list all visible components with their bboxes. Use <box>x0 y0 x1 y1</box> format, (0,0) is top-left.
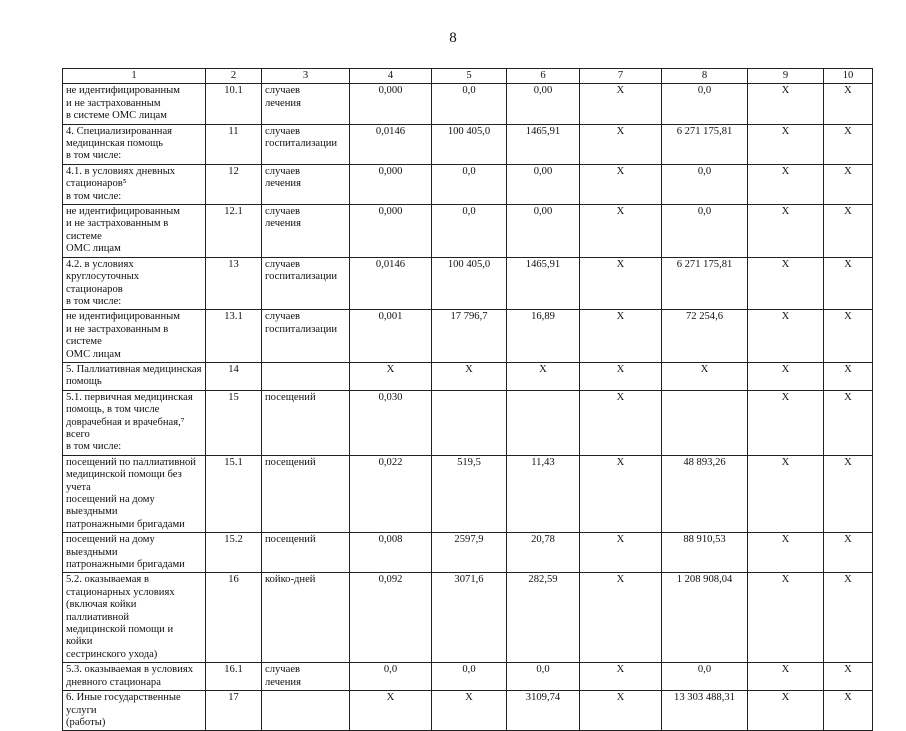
cell-col-10: Х <box>824 573 873 663</box>
cell-col-4: 0,0 <box>350 663 432 691</box>
cell-col-7: Х <box>580 124 662 164</box>
row-unit: случаев лечения <box>262 663 350 691</box>
cell-col-4: 0,001 <box>350 310 432 363</box>
row-code: 15 <box>206 390 262 455</box>
row-label: 5. Паллиативная медицинская помощь <box>63 362 206 390</box>
cell-col-7: Х <box>580 455 662 532</box>
row-code: 13.1 <box>206 310 262 363</box>
cell-col-6 <box>507 390 580 455</box>
column-header: 6 <box>507 69 580 84</box>
cell-col-6: 282,59 <box>507 573 580 663</box>
cell-col-10: Х <box>824 124 873 164</box>
cell-col-8: 6 271 175,81 <box>662 124 748 164</box>
row-unit: посещений <box>262 533 350 573</box>
cell-col-4: 0,030 <box>350 390 432 455</box>
cell-col-4: 0,0146 <box>350 257 432 310</box>
row-unit: случаев госпитализации <box>262 310 350 363</box>
column-header: 7 <box>580 69 662 84</box>
row-unit <box>262 691 350 731</box>
column-header: 5 <box>432 69 507 84</box>
column-header: 1 <box>63 69 206 84</box>
row-label: 4.2. в условиях круглосуточных стационаров в том числе: <box>63 257 206 310</box>
table-row <box>63 205 873 258</box>
row-code: 16 <box>206 573 262 663</box>
cell-col-10: Х <box>824 533 873 573</box>
row-unit: посещений <box>262 455 350 532</box>
cell-col-10: Х <box>824 390 873 455</box>
cell-col-7: Х <box>580 205 662 258</box>
cell-col-7: Х <box>580 257 662 310</box>
cell-col-7: Х <box>580 691 662 731</box>
cell-col-6: 0,00 <box>507 84 580 124</box>
data-table <box>62 68 873 731</box>
cell-col-10: Х <box>824 663 873 691</box>
cell-col-8: 1 208 908,04 <box>662 573 748 663</box>
column-header: 3 <box>262 69 350 84</box>
cell-col-4: 0,000 <box>350 205 432 258</box>
cell-col-8: 72 254,6 <box>662 310 748 363</box>
cell-col-10: Х <box>824 310 873 363</box>
cell-col-10: Х <box>824 691 873 731</box>
cell-col-4: 0,0146 <box>350 124 432 164</box>
cell-col-9: Х <box>748 124 824 164</box>
cell-col-9: Х <box>748 390 824 455</box>
row-label: посещений по паллиативной медицинской помощи без учета посещений на дому выездными патронажными бригадами <box>63 455 206 532</box>
cell-col-6: 3109,74 <box>507 691 580 731</box>
cell-col-5 <box>432 390 507 455</box>
column-header: 9 <box>748 69 824 84</box>
table-row <box>63 310 873 363</box>
cell-col-4: Х <box>350 362 432 390</box>
cell-col-9: Х <box>748 84 824 124</box>
cell-col-9: Х <box>748 310 824 363</box>
cell-col-7: Х <box>580 663 662 691</box>
row-unit: случаев госпитализации <box>262 124 350 164</box>
cell-col-8: 0,0 <box>662 84 748 124</box>
cell-col-7: Х <box>580 362 662 390</box>
cell-col-5: 17 796,7 <box>432 310 507 363</box>
table-row <box>63 573 873 663</box>
column-header: 2 <box>206 69 262 84</box>
row-label: не идентифицированным и не застрахованным в системе ОМС лицам <box>63 205 206 258</box>
cell-col-6: 0,00 <box>507 205 580 258</box>
cell-col-7: Х <box>580 573 662 663</box>
row-unit: случаев лечения <box>262 84 350 124</box>
cell-col-4: 0,008 <box>350 533 432 573</box>
cell-col-9: Х <box>748 691 824 731</box>
cell-col-10: Х <box>824 257 873 310</box>
cell-col-7: Х <box>580 84 662 124</box>
row-label: 5.2. оказываемая в стационарных условиях (включая койки паллиативной медицинской помощи и койки сестринского ухода) <box>63 573 206 663</box>
cell-col-5: Х <box>432 691 507 731</box>
cell-col-10: Х <box>824 84 873 124</box>
cell-col-5: 0,0 <box>432 84 507 124</box>
row-label: 5.1. первичная медицинская помощь, в том числе доврачебная и врачебная,⁷ всего в том числе: <box>63 390 206 455</box>
cell-col-5: 100 405,0 <box>432 257 507 310</box>
row-unit <box>262 362 350 390</box>
row-label: 4. Специализированная медицинская помощь в том числе: <box>63 124 206 164</box>
table-row <box>63 533 873 573</box>
table-row <box>63 691 873 731</box>
row-code: 10.1 <box>206 84 262 124</box>
cell-col-5: 3071,6 <box>432 573 507 663</box>
header-row <box>63 69 873 84</box>
cell-col-9: Х <box>748 205 824 258</box>
cell-col-5: Х <box>432 362 507 390</box>
row-unit: случаев госпитализации <box>262 257 350 310</box>
cell-col-8: Х <box>662 362 748 390</box>
cell-col-8: 6 271 175,81 <box>662 257 748 310</box>
cell-col-5: 2597,9 <box>432 533 507 573</box>
table-row <box>63 164 873 204</box>
cell-col-8 <box>662 390 748 455</box>
cell-col-4: 0,022 <box>350 455 432 532</box>
row-label: 4.1. в условиях дневных стационаров⁵ в том числе: <box>63 164 206 204</box>
row-code: 15.2 <box>206 533 262 573</box>
cell-col-7: Х <box>580 164 662 204</box>
cell-col-8: 0,0 <box>662 205 748 258</box>
column-header: 10 <box>824 69 873 84</box>
table-row <box>63 390 873 455</box>
cell-col-10: Х <box>824 205 873 258</box>
cell-col-5: 0,0 <box>432 164 507 204</box>
row-label: 6. Иные государственные услуги (работы) <box>63 691 206 731</box>
cell-col-5: 100 405,0 <box>432 124 507 164</box>
cell-col-8: 0,0 <box>662 663 748 691</box>
cell-col-8: 48 893,26 <box>662 455 748 532</box>
row-unit: случаев лечения <box>262 205 350 258</box>
cell-col-8: 13 303 488,31 <box>662 691 748 731</box>
row-code: 12.1 <box>206 205 262 258</box>
table-row <box>63 362 873 390</box>
row-code: 14 <box>206 362 262 390</box>
row-label: не идентифицированным и не застрахованным в системе ОМС лицам <box>63 310 206 363</box>
cell-col-5: 519,5 <box>432 455 507 532</box>
row-label: посещений на дому выездными патронажными бригадами <box>63 533 206 573</box>
column-header: 8 <box>662 69 748 84</box>
table-row <box>63 455 873 532</box>
table-row <box>63 124 873 164</box>
cell-col-4: Х <box>350 691 432 731</box>
cell-col-6: Х <box>507 362 580 390</box>
cell-col-9: Х <box>748 362 824 390</box>
row-code: 13 <box>206 257 262 310</box>
cell-col-6: 20,78 <box>507 533 580 573</box>
row-code: 16.1 <box>206 663 262 691</box>
cell-col-5: 0,0 <box>432 205 507 258</box>
cell-col-9: Х <box>748 663 824 691</box>
cell-col-6: 16,89 <box>507 310 580 363</box>
cell-col-7: Х <box>580 390 662 455</box>
cell-col-4: 0,092 <box>350 573 432 663</box>
cell-col-6: 0,0 <box>507 663 580 691</box>
row-label: не идентифицированным и не застрахованным в системе ОМС лицам <box>63 84 206 124</box>
row-code: 15.1 <box>206 455 262 532</box>
cell-col-9: Х <box>748 455 824 532</box>
cell-col-9: Х <box>748 257 824 310</box>
cell-col-10: Х <box>824 455 873 532</box>
table-row <box>63 257 873 310</box>
cell-col-10: Х <box>824 164 873 204</box>
cell-col-6: 1465,91 <box>507 124 580 164</box>
cell-col-4: 0,000 <box>350 84 432 124</box>
cell-col-9: Х <box>748 164 824 204</box>
cell-col-8: 88 910,53 <box>662 533 748 573</box>
cell-col-6: 1465,91 <box>507 257 580 310</box>
cell-col-4: 0,000 <box>350 164 432 204</box>
row-code: 17 <box>206 691 262 731</box>
cell-col-9: Х <box>748 533 824 573</box>
row-code: 11 <box>206 124 262 164</box>
row-unit: койко-дней <box>262 573 350 663</box>
cell-col-9: Х <box>748 573 824 663</box>
page-number: 8 <box>449 30 457 46</box>
row-unit: посещений <box>262 390 350 455</box>
cell-col-5: 0,0 <box>432 663 507 691</box>
cell-col-7: Х <box>580 533 662 573</box>
row-unit: случаев лечения <box>262 164 350 204</box>
column-header: 4 <box>350 69 432 84</box>
row-code: 12 <box>206 164 262 204</box>
cell-col-8: 0,0 <box>662 164 748 204</box>
cell-col-6: 0,00 <box>507 164 580 204</box>
cell-col-10: Х <box>824 362 873 390</box>
row-label: 5.3. оказываемая в условиях дневного стационара <box>63 663 206 691</box>
table-row <box>63 84 873 124</box>
cell-col-7: Х <box>580 310 662 363</box>
cell-col-6: 11,43 <box>507 455 580 532</box>
table-row <box>63 663 873 691</box>
